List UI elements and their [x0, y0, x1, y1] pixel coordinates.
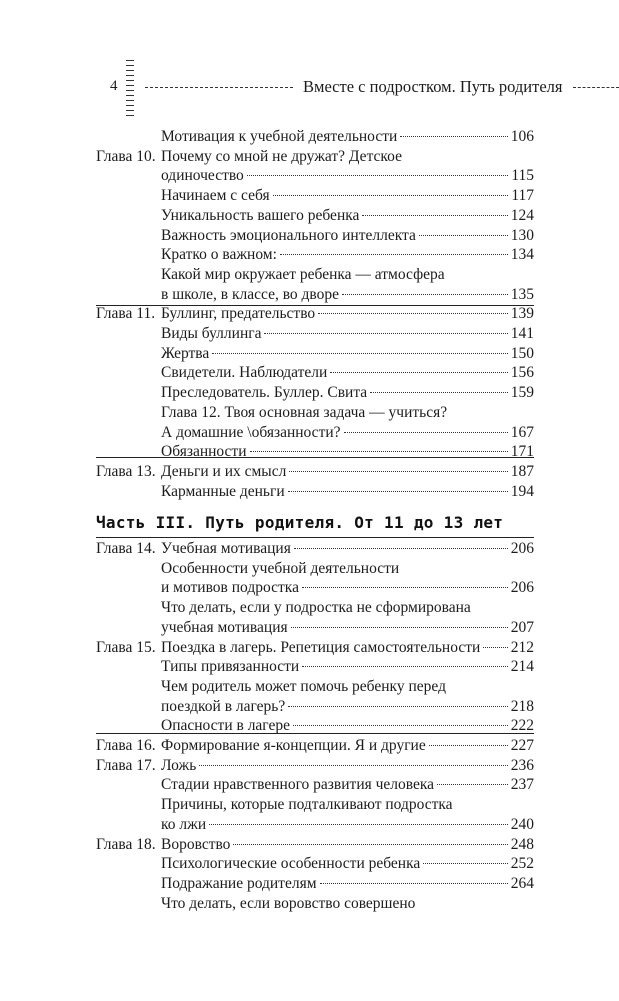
toc-entry	[161, 186, 534, 206]
toc-entry-title: Обязанности	[161, 443, 247, 461]
toc-page-number: 252	[510, 855, 534, 873]
toc-entry	[161, 894, 534, 914]
dot-leader	[302, 587, 508, 588]
dot-leader	[370, 392, 508, 393]
dot-leader	[288, 706, 508, 707]
dot-leader	[423, 863, 507, 864]
dot-leader	[199, 765, 507, 766]
toc-entry	[161, 598, 534, 618]
dot-leader	[400, 136, 507, 137]
toc-entry-title: Что делать, если воровство совершено	[161, 894, 416, 912]
toc-entry	[161, 206, 534, 226]
toc-entry-title: Воровство	[161, 835, 231, 853]
toc-page-number: 150	[510, 344, 534, 362]
toc-entry	[161, 795, 534, 815]
toc-entry-title: Глава 12. Твоя основная задача — учиться?	[161, 403, 448, 421]
toc-chapter-label: Глава 10.	[96, 147, 156, 165]
dot-leader	[288, 491, 508, 492]
toc-entry-title: А домашние \обязанности?	[161, 423, 341, 441]
toc-entry-title: поездкой в лагерь?	[161, 697, 286, 715]
page-number: 4	[110, 78, 118, 94]
toc-entry	[161, 874, 534, 894]
toc-entry	[161, 226, 534, 246]
toc-page-number: 106	[510, 128, 534, 145]
toc-page-number: 248	[510, 835, 534, 853]
toc-entry-title: Виды буллинга	[161, 325, 262, 342]
part-heading: Часть III. Путь родителя. От 11 до 13 лет	[96, 513, 504, 532]
toc-chapter-label: Глава 13.	[96, 462, 156, 480]
toc-page-number: 171	[510, 443, 534, 461]
toc-entry-title: Типы привязанности	[161, 658, 300, 676]
dot-leader	[294, 548, 508, 549]
dot-leader	[437, 784, 508, 785]
toc-entry	[161, 423, 534, 443]
toc-entry	[161, 697, 534, 717]
toc-entry	[96, 835, 534, 855]
toc-entry-title: Почему со мной не дружат? Детское	[161, 147, 402, 165]
toc-page-number: 134	[510, 246, 534, 264]
toc-entry-title: учебная мотивация	[161, 618, 288, 636]
toc-entry-title: Чем родитель может помочь ребенку перед	[161, 677, 446, 695]
dot-leader	[318, 313, 508, 314]
toc-entry-title: Важность эмоционального интеллекта	[161, 226, 416, 244]
toc-entry	[161, 127, 534, 147]
toc-entry	[96, 539, 534, 559]
toc-entry	[161, 166, 534, 186]
toc-entry-title: Что делать, если у подростка не сформирована	[161, 599, 471, 617]
running-head	[0, 60, 619, 120]
dot-leader	[344, 432, 508, 433]
toc-page-number: 124	[510, 206, 534, 224]
toc-page-number: 212	[510, 638, 534, 656]
toc-entry-title: Уникальность вашего ребенка	[161, 206, 360, 224]
toc-page-number: 264	[510, 874, 534, 892]
toc-page-number: 206	[510, 540, 534, 557]
dot-leader	[483, 647, 507, 648]
toc-entry-title: одиночество	[161, 167, 244, 185]
toc-entry	[161, 578, 534, 598]
toc-entry-title: Буллинг, предательство	[161, 305, 316, 323]
toc-entry	[161, 854, 534, 874]
divider	[96, 537, 534, 538]
toc-page-number: 207	[510, 618, 534, 636]
toc-page-number: 218	[510, 697, 534, 715]
toc-entry-title: ко лжи	[161, 815, 207, 833]
toc-page-number: 236	[510, 756, 534, 774]
toc-entry	[161, 245, 534, 265]
toc-entry	[96, 756, 534, 776]
toc-chapter-label: Глава 18.	[96, 835, 156, 853]
toc-entry	[161, 363, 534, 383]
toc-page-number: 214	[510, 658, 534, 676]
dot-leader	[250, 451, 508, 452]
toc-entry-title: Учебная мотивация	[161, 540, 291, 557]
dot-leader	[291, 627, 508, 628]
decorative-dash-right	[573, 87, 619, 88]
toc-page-number: 141	[510, 325, 534, 342]
toc-entry-title: Психологические особенности ребенка	[161, 855, 421, 873]
toc-entry	[161, 657, 534, 677]
toc-entry-title: в школе, в классе, во дворе	[161, 285, 340, 303]
toc-page-number: 227	[510, 737, 534, 754]
toc-entry-title: Карманные деньги	[161, 482, 285, 500]
toc-entry-title: и мотивов подростка	[161, 579, 299, 597]
toc-entry-title: Подражание родителям	[161, 874, 317, 892]
dot-leader	[280, 254, 508, 255]
dot-leader	[429, 745, 508, 746]
toc-page-number: 130	[510, 226, 534, 244]
toc-page-number: 240	[510, 815, 534, 833]
dot-leader	[293, 725, 508, 726]
toc-page-number: 194	[510, 482, 534, 500]
toc-entry-title: Причины, которые подталкивают подростка	[161, 796, 453, 814]
toc-entry	[96, 638, 534, 658]
dot-leader	[302, 666, 508, 667]
toc-entry-title: Жертва	[161, 344, 210, 362]
toc-entry-title: Преследователь. Буллер. Свита	[161, 384, 368, 402]
toc-entry-title: Формирование я-концепции. Я и другие	[161, 737, 426, 754]
toc-page-number: 115	[511, 167, 534, 185]
dot-leader	[247, 175, 509, 176]
toc-entry	[161, 265, 534, 285]
toc-entry	[161, 324, 534, 344]
dot-leader	[212, 353, 507, 354]
toc-entry	[161, 677, 534, 697]
toc-page-number: 159	[510, 384, 534, 402]
toc-entry-title: Особенности учебной деятельности	[161, 559, 400, 577]
dot-leader	[273, 195, 509, 196]
dot-leader	[209, 824, 508, 825]
toc-entry-title: Начинаем с себя	[161, 187, 270, 205]
toc-entry	[161, 716, 534, 736]
dot-leader	[362, 215, 507, 216]
toc-page-number: 135	[510, 285, 534, 303]
dot-leader	[320, 883, 508, 884]
dot-leader	[233, 844, 507, 845]
dot-leader	[289, 471, 507, 472]
toc-entry-title: Мотивация к учебной деятельности	[161, 128, 398, 145]
dot-leader	[342, 294, 508, 295]
toc-entry	[161, 285, 534, 305]
toc-entry	[161, 559, 534, 579]
toc-page-number: 237	[510, 776, 534, 794]
toc-chapter-label: Глава 17.	[96, 756, 156, 774]
toc-entry-title: Деньги и их смысл	[161, 462, 287, 480]
toc-chapter-label: Глава 16.	[96, 737, 156, 754]
toc-entry	[161, 344, 534, 364]
toc-chapter-label: Глава 11.	[96, 305, 156, 323]
toc-entry	[161, 775, 534, 795]
toc-entry	[96, 462, 534, 482]
toc-entry	[161, 482, 534, 502]
toc-entry	[161, 815, 534, 835]
toc-chapter-label: Глава 14.	[96, 540, 156, 557]
toc-entry-title: Ложь	[161, 756, 197, 774]
decorative-stripes	[126, 60, 134, 120]
toc-entry	[96, 147, 534, 167]
decorative-dash-left	[145, 87, 293, 88]
toc-entry-title: Какой мир окружает ребенка — атмосфера	[161, 265, 445, 283]
toc-entry-title: Стадии нравственного развития человека	[161, 776, 435, 794]
toc-page-number: 167	[510, 423, 534, 441]
toc-entry	[96, 736, 534, 756]
toc-entry-title: Опасности в лагере	[161, 717, 290, 735]
toc-page-number: 222	[510, 717, 534, 735]
toc-page-number: 206	[510, 579, 534, 597]
toc-entry	[161, 618, 534, 638]
toc-entry-title: Поездка в лагерь. Репетиция самостоятельности	[161, 638, 481, 656]
toc-page-number: 117	[511, 187, 534, 205]
dot-leader	[264, 333, 507, 334]
toc-chapter-label: Глава 15.	[96, 638, 156, 656]
toc-page-number: 156	[510, 364, 534, 382]
toc-entry	[161, 403, 534, 423]
dot-leader	[330, 372, 507, 373]
dot-leader	[419, 235, 508, 236]
toc-page-number: 139	[510, 305, 534, 323]
toc-entry-title: Кратко о важном:	[161, 246, 277, 264]
toc-entry-title: Свидетели. Наблюдатели	[161, 364, 328, 382]
toc-entry	[161, 383, 534, 403]
toc-page-number: 187	[510, 462, 534, 480]
toc-entry	[96, 304, 534, 324]
toc-entry	[161, 442, 534, 462]
book-title: Вместе с подростком. Путь родителя	[303, 77, 563, 96]
